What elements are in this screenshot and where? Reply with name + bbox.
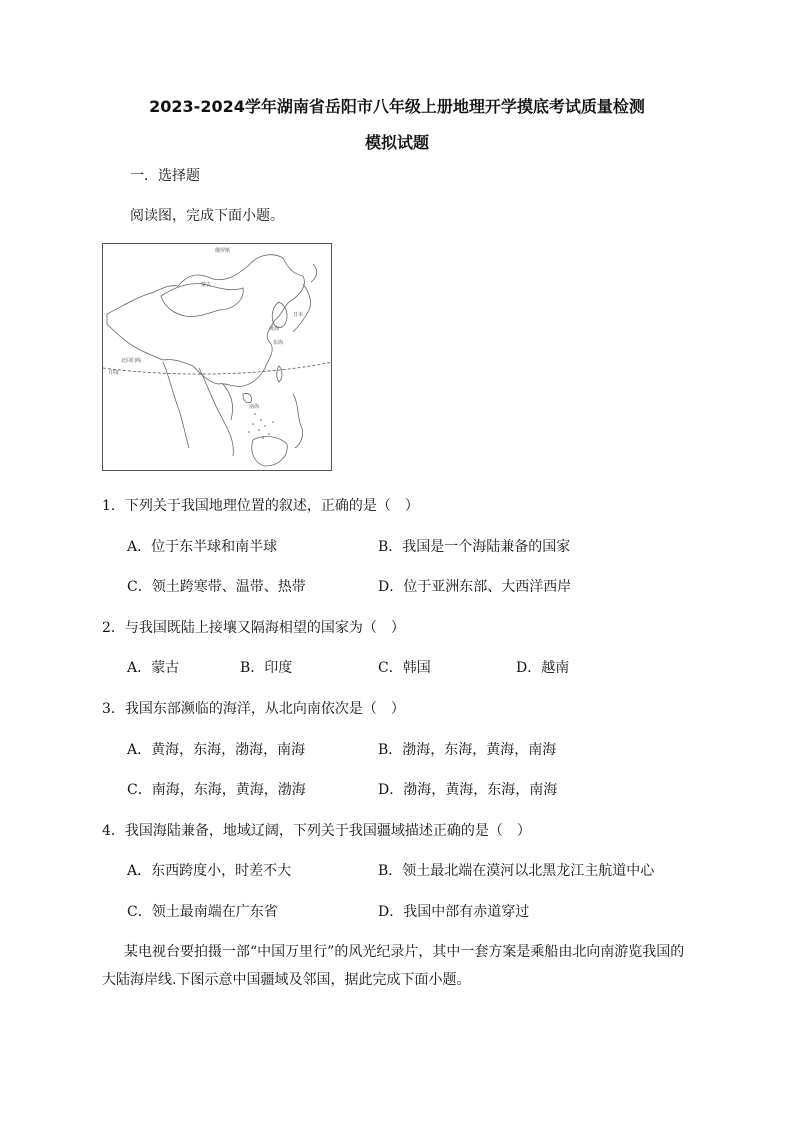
question-1-option-c[interactable]: C．领土跨寒带、温带、热带 [127,579,306,595]
map-label-south-sea: 南海 [249,404,260,410]
question-3-option-a[interactable]: A．黄海，东海，渤海，南海 [127,742,306,758]
question-1-option-a[interactable]: A．位于东半球和南半球 [127,539,278,555]
question-1-option-d[interactable]: D．位于亚洲东部、大西洋西岸 [378,579,572,595]
question-2-stem: 2．与我国既陆上接壤又隔海相望的国家为（ ） [102,620,405,636]
question-1-stem: 1．下列关于我国地理位置的叙述，正确的是（ ） [102,498,419,514]
question-2-option-d[interactable]: D．越南 [516,660,570,676]
reading-instruction: 阅读图，完成下面小题。 [130,208,284,224]
map-label-russia: 俄罗斯 [215,248,231,254]
question-4-stem: 4．我国海陆兼备，地域辽阔，下列关于我国疆域描述正确的是（ ） [102,823,531,839]
question-4-option-a[interactable]: A．东西跨度小，时差不大 [127,863,292,879]
question-2-option-c[interactable]: C．韩国 [378,660,431,676]
document-title-line2: 模拟试题 [364,133,429,152]
question-3-stem: 3．我国东部濒临的海洋，从北向南依次是（ ） [102,701,405,717]
map-label-japan: 日本 [293,312,304,318]
map-label-india: 印度 [109,370,120,376]
map-label-tropic: 北回归线 [121,358,142,364]
section-heading: 一．选择题 [130,168,200,184]
map-label-east-sea: 东海 [273,340,284,346]
passage-line-1: 某电视台要拍摄一部“中国万里行”的风光纪录片，其中一套方案是乘船由北向南游览我国的 [110,944,685,960]
question-3-option-d[interactable]: D．渤海，黄海，东海，南海 [378,782,558,798]
document-title-line1: 2023-2024学年湖南省岳阳市八年级上册地理开学摸底考试质量检测 [149,97,645,116]
question-3-option-c[interactable]: C．南海，东海，黄海，渤海 [127,782,306,798]
question-4-option-b[interactable]: B．领土最北端在漠河以北黑龙江主航道中心 [378,863,655,879]
question-2-option-a[interactable]: A．蒙古 [127,660,180,676]
south-sea-islands [248,413,274,439]
map-label-mongolia: 蒙古 [201,282,212,288]
map-drawing [103,244,332,471]
question-4-option-d[interactable]: D．我国中部有赤道穿过 [378,904,530,920]
question-1-option-b[interactable]: B．我国是一个海陆兼备的国家 [378,539,571,555]
china-map-figure [102,243,332,471]
map-label-yellow-sea: 黄海 [269,326,280,332]
passage-line-2: 大陆海岸线.下图示意中国疆域及邻国，据此完成下面小题。 [102,972,471,988]
question-4-option-c[interactable]: C．领土最南端在广东省 [127,904,278,920]
question-3-option-b[interactable]: B．渤海，东海，黄海，南海 [378,742,557,758]
question-2-option-b[interactable]: B．印度 [240,660,293,676]
